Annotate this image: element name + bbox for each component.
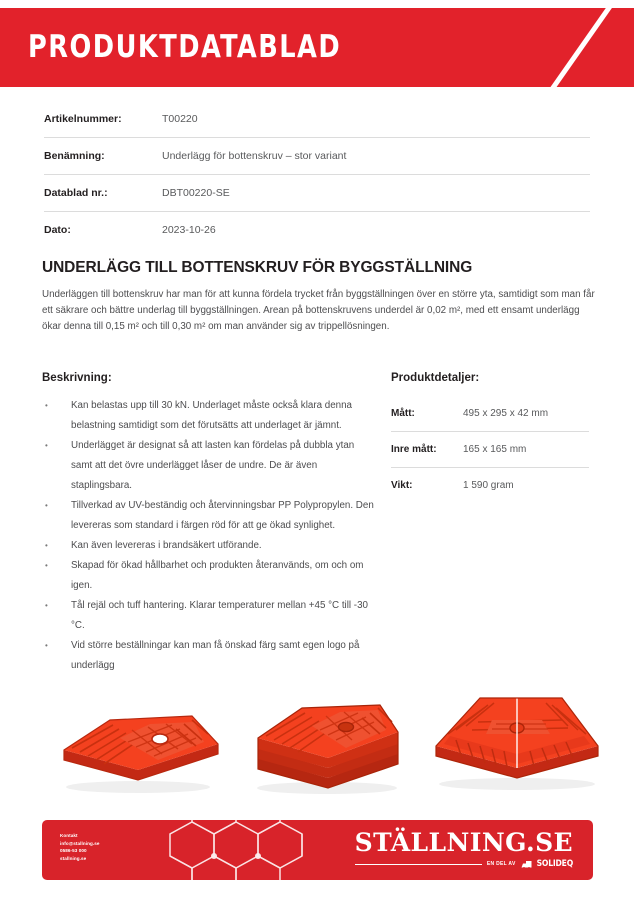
list-item: • Kan även levereras i brandsäkert utförande. (42, 536, 378, 556)
parent-brand-row (355, 859, 573, 869)
intro-paragraph: Underläggen till bottenskruv har man för att kunna fördela trycket från byggställningen över en större yta, samtidigt som man får ett säkrare och bättre underlag till byggställningen. Arean på bottenskruvens underdel är 0,02 m², med ett ensamt underlägg ökar denna till 0,15 m² och till 0,30 m² om man använder sig av trippellösningen. (42, 289, 595, 333)
spec-value: 495 x 295 x 42 mm (463, 408, 549, 419)
table-row (391, 432, 589, 468)
solideq-mark-icon (521, 860, 532, 869)
meta-label: Dato: (44, 224, 71, 236)
list-item: • Underlägget är designat så att lasten kan fördelas på dubbla ytan samt att det övre underlägget låser de undre. De är även staplingsbara. (42, 436, 378, 496)
meta-label: Benämning: (44, 150, 105, 162)
list-item: • Kan belastas upp till 30 kN. Underlaget måste också klara denna belastning samtidigt som det förutsätts att underlaget är jämnt. (42, 396, 378, 436)
table-row (44, 138, 590, 175)
contact-heading: Kontakt (60, 833, 78, 838)
spec-value: 165 x 165 mm (463, 444, 527, 455)
product-photo-single-plate (42, 672, 232, 804)
single-base-plate-perspective-icon (42, 672, 232, 804)
footer-logo-block (355, 829, 573, 869)
table-row (391, 468, 589, 503)
product-specs-table (391, 396, 589, 503)
meta-value: DBT00220-SE (162, 187, 230, 199)
description-bullet-list (42, 396, 378, 676)
meta-value: Underlägg för bottenskruv – stor variant (162, 150, 347, 162)
meta-value: 2023-10-26 (162, 224, 216, 236)
parent-brand-name: SOLIDEQ (536, 859, 573, 869)
paired-base-plates-flat-icon (422, 672, 612, 804)
footer-banner (42, 820, 593, 880)
document-meta-table (44, 101, 590, 248)
spec-label: Vikt: (391, 480, 413, 491)
list-item: • Tål rejäl och tuff hantering. Klarar temperaturer mellan +45 °C till -30 °C. (42, 596, 378, 636)
page-title: PRODUKTDATABLAD (28, 29, 342, 65)
spec-label: Mått: (391, 408, 415, 419)
meta-value: T00220 (162, 113, 198, 125)
stacked-base-plates-icon (232, 672, 422, 804)
spec-value: 1 590 gram (463, 480, 514, 491)
description-column (42, 372, 378, 676)
list-item: • Skapad för ökad hållbarhet och produkten återanvänds, om och om igen. (42, 556, 378, 596)
product-photo-paired-plates (422, 672, 612, 804)
header-banner (0, 8, 634, 87)
list-item: • Vid större beställningar kan man få önskad färg samt egen logo på underlägg (42, 636, 378, 676)
contact-phone[interactable]: 0586-53 000 (60, 848, 87, 854)
diagonal-stripe-decoration (543, 8, 619, 87)
table-row (391, 396, 589, 432)
table-row (44, 212, 590, 248)
product-details-column (391, 372, 595, 503)
table-row (44, 175, 590, 212)
contact-email[interactable]: info@stallning.se (60, 840, 100, 846)
description-heading: Beskrivning: (42, 372, 112, 384)
parent-brand-prefix: EN DEL AV (486, 861, 516, 867)
contact-website[interactable]: stallning.se (60, 855, 87, 861)
brand-wordmark: STÄLLNING.SE (354, 828, 573, 857)
footer-contact-block (60, 832, 100, 862)
meta-label: Datablad nr.: (44, 187, 108, 199)
product-details-heading: Produktdetaljer: (391, 372, 480, 384)
isometric-cube-pattern-decoration (152, 820, 352, 880)
product-image-gallery (0, 672, 634, 804)
list-item: • Tillverkad av UV-beständig och återvinningsbar PP Polypropylen. Den levereras som standard i färgen röd för att ge ökad synlighet. (42, 496, 378, 536)
spec-label: Inre mått: (391, 444, 437, 455)
meta-label: Artikelnummer: (44, 113, 122, 125)
divider-rule (355, 864, 482, 865)
product-photo-stacked-plates (232, 672, 422, 804)
section-title: UNDERLÄGG TILL BOTTENSKRUV FÖR BYGGSTÄLLNING (42, 259, 473, 276)
table-row (44, 101, 590, 138)
